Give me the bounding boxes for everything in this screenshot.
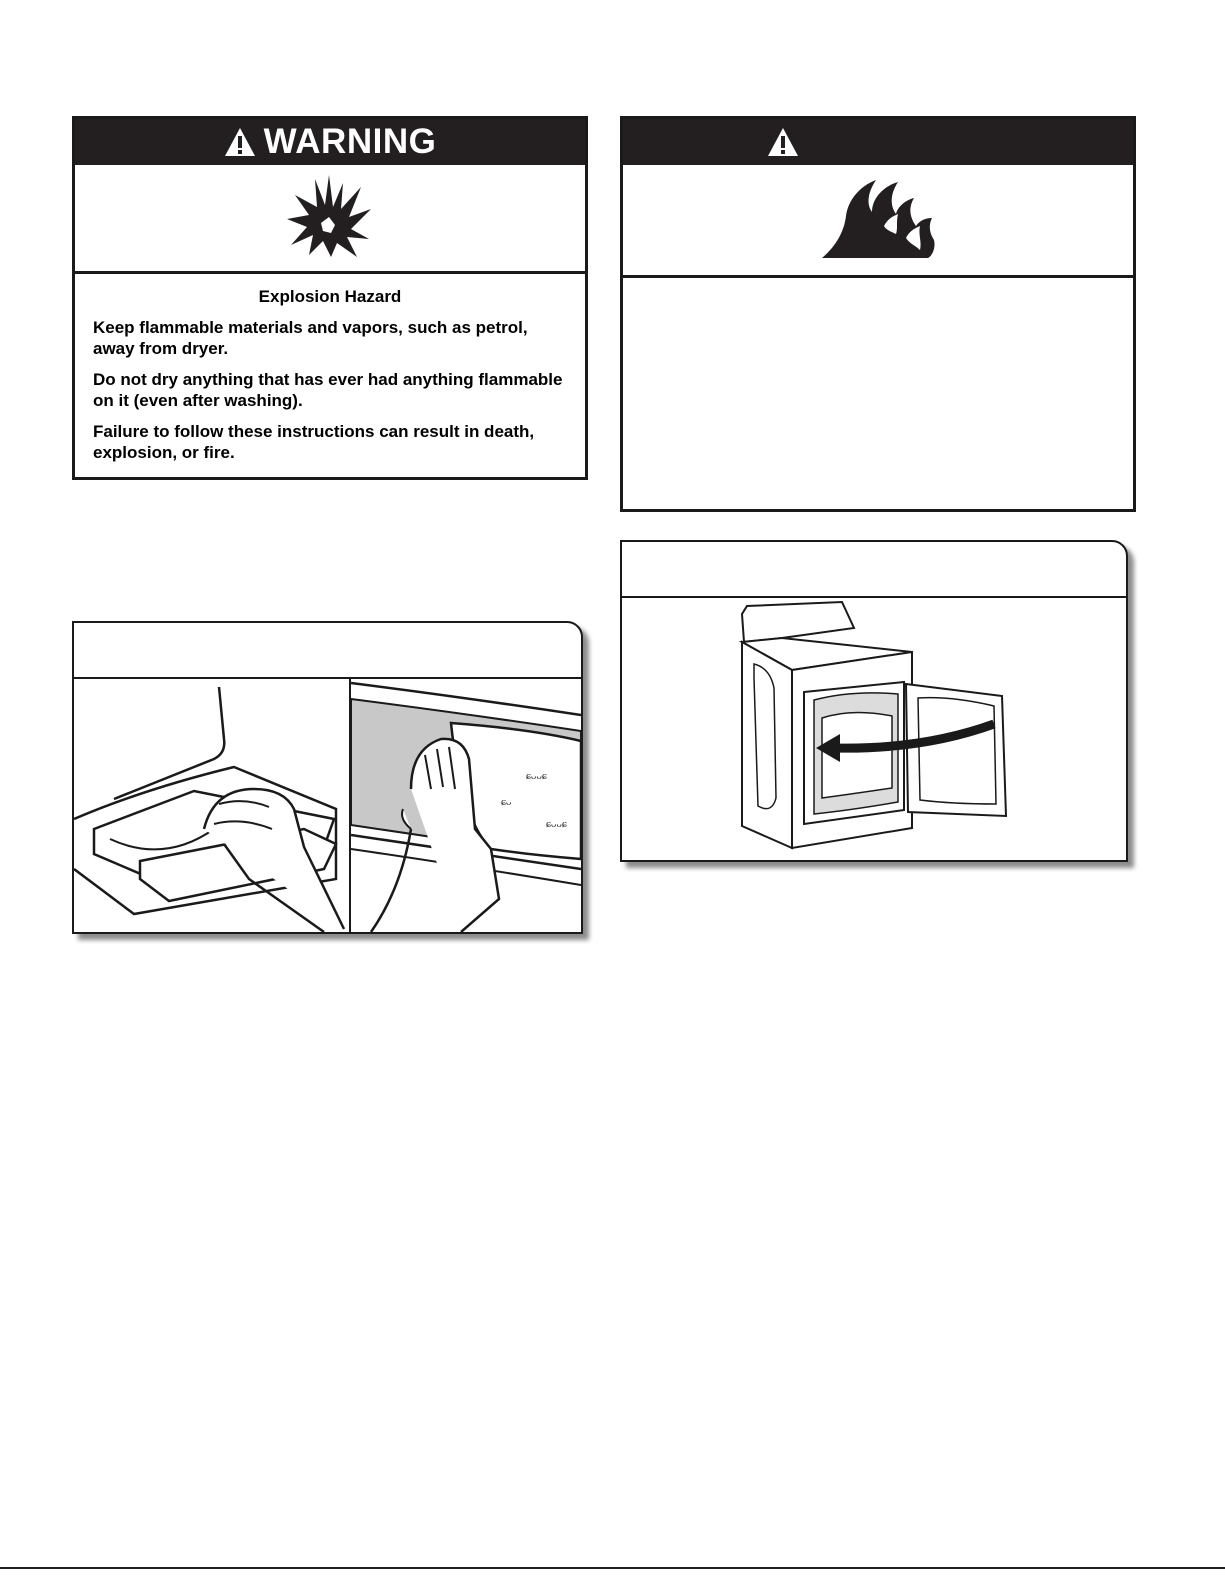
warning-paragraph: Keep flammable materials and vapors, such as petrol, away from dryer. [93,318,528,358]
panel-header [74,623,581,679]
warning-header [623,119,1133,165]
warning-header [75,119,585,165]
lint-screen-illustration-panel [72,621,583,934]
fire-icon [818,176,938,265]
panel-header [622,542,1126,598]
dryer-open-door-image [622,598,1126,860]
dryer-door-illustration-panel [620,540,1128,862]
alert-triangle-icon [767,127,799,157]
svg-text:ɕᴗ: ɕᴗ [501,796,512,808]
alert-triangle-icon [224,127,256,157]
explosion-icon [285,173,375,264]
fire-warning-box [620,116,1136,512]
warning-text-body [75,274,585,477]
warning-paragraph: Failure to follow these instructions can result in death, explosion, or fire. [93,422,535,462]
warning-paragraph: Do not dry anything that has ever had anything flammable on it (even after washing). [93,370,563,410]
warning-symbol-area [75,165,585,274]
hazard-title: Explosion Hazard [258,287,402,306]
explosion-warning-box [72,116,588,480]
lint-cleaning-image [351,679,581,932]
page-footer-rule [0,1567,1225,1569]
svg-text:ɕᴗᴗɕ: ɕᴗᴗɕ [546,818,567,830]
warning-symbol-area [623,165,1133,278]
lint-screen-removal-image [74,679,349,932]
svg-text:ɕᴗᴗɕ: ɕᴗᴗɕ [526,770,547,782]
signal-word: WARNING [263,122,437,161]
